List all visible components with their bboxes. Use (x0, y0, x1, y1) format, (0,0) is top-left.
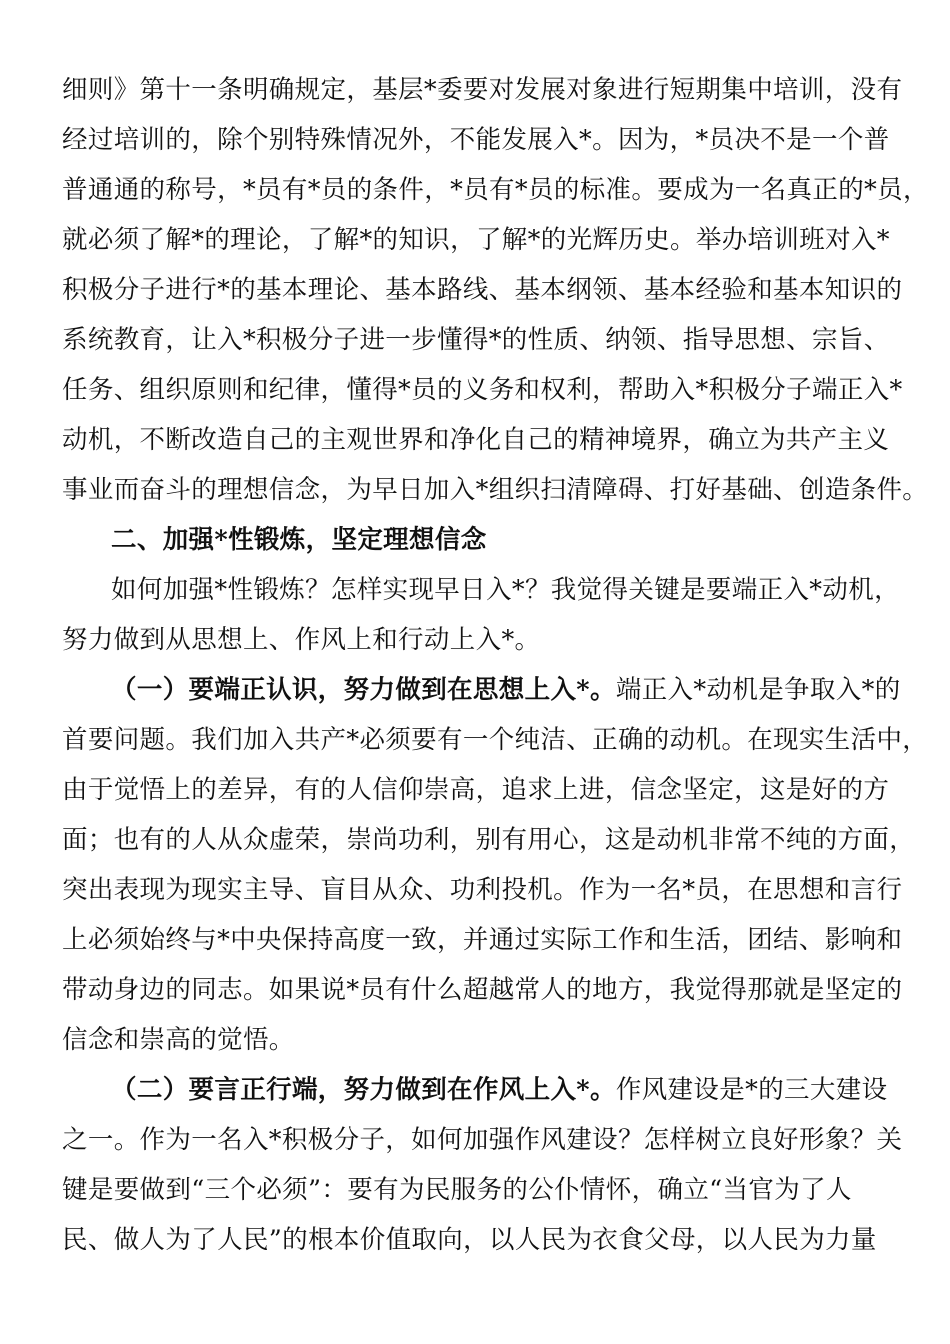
paragraph-line: 经过培训的，除个别特殊情况外，不能发展入*。因为，*员决不是一个普 (62, 125, 890, 155)
paragraph-line: 带动身边的同志。如果说*员有什么超越常人的地方，我觉得那就是坚定的 (62, 975, 903, 1005)
paragraph-line: 之一。作为一名入*积极分子，如何加强作风建设？怎样树立良好形象？关 (62, 1125, 903, 1155)
paragraph-line: 由于觉悟上的差异，有的人信仰崇高，追求上进，信念坚定，这是好的方 (62, 775, 890, 805)
paragraph-line: 积极分子进行*的基本理论、基本路线、基本纲领、基本经验和基本知识的 (62, 275, 903, 305)
paragraph-line: 上必须始终与*中央保持高度一致，并通过实际工作和生活，团结、影响和 (62, 925, 903, 955)
subsection-title: （一）要端正认识，努力做到在思想上入*。 (111, 675, 616, 705)
paragraph-line: 细则》第十一条明确规定，基层*委要对发展对象进行短期集中培训，没有 (62, 75, 903, 105)
paragraph-line: 民、做人为了人民”的根本价值取向，以人民为衣食父母，以人民为力量 (62, 1225, 877, 1255)
paragraph-line: 事业而奋斗的理想信念，为早日加入*组织扫清障碍、打好基础、创造条件。 (62, 475, 929, 505)
paragraph-line: 就必须了解*的理论，了解*的知识，了解*的光辉历史。举办培训班对入* (62, 225, 890, 255)
paragraph-line: 面；也有的人从众虚荣，崇尚功利，别有用心，这是动机非常不纯的方面， (62, 825, 916, 855)
subsection-text: 作风建设是*的三大建设 (615, 1075, 888, 1105)
paragraph-line: 普通通的称号，*员有*员的条件，*员有*员的标准。要成为一名真正的*员， (62, 175, 929, 205)
subsection-text: 端正入*动机是争取入*的 (615, 675, 901, 705)
section-heading: 二、加强*性锻炼，坚定理想信念 (111, 525, 487, 555)
paragraph-line: 系统教育，让入*积极分子进一步懂得*的性质、纳领、指导思想、宗旨、 (62, 325, 890, 355)
paragraph-line: 努力做到从思想上、作风上和行动上入*。 (62, 625, 541, 655)
paragraph-line: 键是要做到“三个必须”：要有为民服务的公仆情怀，确立“当官为了人 (62, 1175, 852, 1205)
subsection-first-line (111, 674, 901, 706)
paragraph-line: 首要问题。我们加入共产*必须要有一个纯洁、正确的动机。在现实生活中， (62, 725, 929, 755)
paragraph-line: 突出表现为现实主导、盲目从众、功利投机。作为一名*员，在思想和言行 (62, 875, 903, 905)
subsection-title: （二）要言正行端，努力做到在作风上入*。 (111, 1075, 616, 1105)
paragraph-line: 动机，不断改造自己的主观世界和净化自己的精神境界，确立为共产主义 (62, 425, 890, 455)
paragraph-line: 信念和崇高的觉悟。 (62, 1025, 295, 1055)
paragraph-line: 任务、组织原则和纪律，懂得*员的义务和权利，帮助入*积极分子端正入* (62, 375, 903, 405)
paragraph-line: 如何加强*性锻炼？怎样实现早日入*？我觉得关键是要端正入*动机， (111, 575, 900, 605)
subsection-first-line (111, 1074, 887, 1106)
